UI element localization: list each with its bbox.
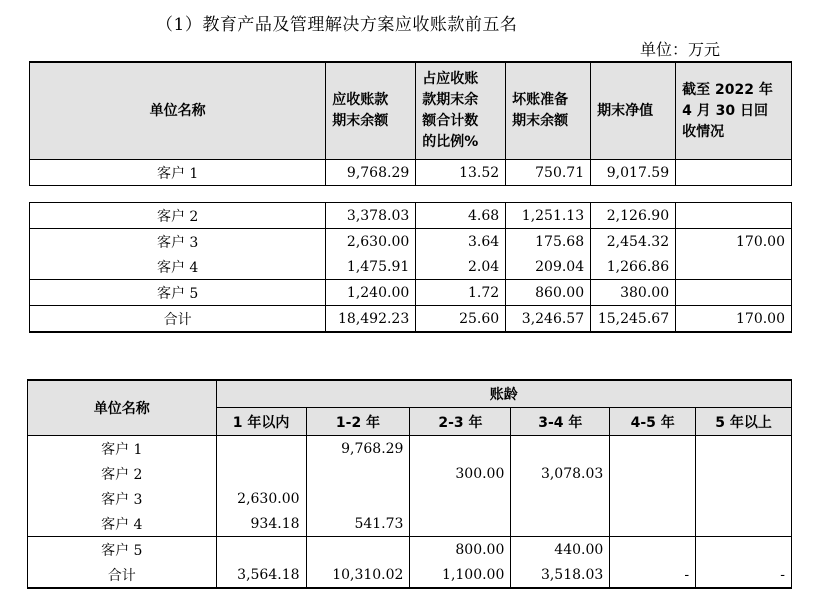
header-ratio [416,62,506,160]
table-row [28,436,792,462]
table-cell [676,254,792,280]
table-row [28,511,792,537]
table-cell: 3,078.03 [511,461,610,486]
header-aging: 账龄 [216,380,791,408]
table-cell: 800.00 [410,537,511,563]
table-cell: 541.73 [306,511,410,537]
table-cell: 13.52 [416,160,506,186]
table-header-row [28,380,792,408]
table-cell: 380.00 [591,280,676,306]
header-net-value: 期末净值 [591,62,676,160]
table-cell: 750.71 [506,160,591,186]
table-cell: 客户 4 [30,254,326,280]
table-cell: 170.00 [676,229,792,255]
table-cell [511,511,610,537]
table-cell: 5 年以上 [696,408,792,436]
table-cell [676,203,792,229]
table-cell: 2.04 [416,254,506,280]
table-cell: 客户 2 [30,203,326,229]
header-line: 截至 2022 年 [682,81,773,98]
total-row [30,306,792,333]
unit-label: 单位：万元 [640,40,721,59]
table-cell [676,160,792,186]
table-cell: 18,492.23 [326,306,416,333]
table-cell: 客户 2 [28,461,217,486]
table-cell: 4-5 年 [610,408,696,436]
table-cell [676,280,792,306]
table-cell: 客户 1 [30,160,326,186]
table-cell: 2,126.90 [591,203,676,229]
table-header-row [30,62,792,160]
section-title: （1）教育产品及管理解决方案应收账款前五名 [156,15,518,35]
table-cell: 客户 4 [28,511,217,537]
table-cell: 1,100.00 [410,562,511,588]
spacer-row [30,186,792,203]
header-line: 收情况 [682,123,725,140]
header-recovery [676,62,792,160]
table-cell: 1,266.86 [591,254,676,280]
header-line: 款期末余 [422,92,479,108]
table-row [30,160,792,186]
table-row [28,461,792,486]
table-row [28,486,792,511]
table-cell: 175.68 [506,229,591,255]
table-cell: 25.60 [416,306,506,333]
table-cell: 合计 [30,306,326,333]
table-cell: 2-3 年 [410,408,511,436]
header-receivable-balance [326,62,416,160]
table-cell: 440.00 [511,537,610,563]
table-cell: 3,246.57 [506,306,591,333]
total-row [28,562,792,588]
header-line: 坏账准备 [512,92,569,108]
table-cell [696,436,792,462]
table-cell: - [610,562,696,588]
table-cell [306,461,410,486]
table-cell: 3.64 [416,229,506,255]
table-cell [610,436,696,462]
table-cell [696,537,792,563]
table-cell: 客户 1 [28,436,217,462]
header-line: 额合计数 [422,113,479,129]
table-row [30,280,792,306]
table-cell [696,461,792,486]
header-bad-debt [506,62,591,160]
table-cell: 1 年以内 [216,408,306,436]
table-cell: 合计 [28,562,217,588]
table-cell [610,537,696,563]
table-cell [216,461,306,486]
table-row [30,203,792,229]
table-cell: 客户 5 [28,537,217,563]
table-cell: 10,310.02 [306,562,410,588]
table-cell: 3-4 年 [511,408,610,436]
table-cell: 2,454.32 [591,229,676,255]
table-cell: 9,768.29 [326,160,416,186]
header-line: 期末余额 [512,113,569,129]
table-cell: 1.72 [416,280,506,306]
table-cell [511,436,610,462]
header-unit-name: 单位名称 [30,62,326,160]
table-cell: 4.68 [416,203,506,229]
table-cell: 3,378.03 [326,203,416,229]
table-cell [410,511,511,537]
table-cell: 170.00 [676,306,792,333]
header-line: 应收账款 [332,92,389,108]
table-cell: 9,768.29 [306,436,410,462]
table-cell: 209.04 [506,254,591,280]
table-cell [216,436,306,462]
table-cell [306,486,410,511]
table-cell: 1,240.00 [326,280,416,306]
table-row [28,537,792,563]
table-cell: 934.18 [216,511,306,537]
table-row [30,229,792,255]
table-cell: 客户 3 [30,229,326,255]
table-row [30,254,792,280]
header-line: 期末余额 [332,113,389,129]
table-cell: 客户 3 [28,486,217,511]
table-cell [410,486,511,511]
table-cell: 客户 5 [30,280,326,306]
receivables-aging-table [27,379,792,589]
table-cell: 3,518.03 [511,562,610,588]
table-cell [696,511,792,537]
table-cell [610,511,696,537]
table-cell [610,486,696,511]
table-cell [696,486,792,511]
table-cell [216,537,306,563]
table-cell [410,436,511,462]
table-cell: 3,564.18 [216,562,306,588]
table-cell: 15,245.67 [591,306,676,333]
header-line: 的比例% [422,134,479,150]
table-cell [511,486,610,511]
receivables-top5-table [29,61,792,333]
table-cell: 1-2 年 [306,408,410,436]
table-cell: 860.00 [506,280,591,306]
table-cell: 2,630.00 [326,229,416,255]
header-line: 占应收账 [422,71,479,87]
table-cell [306,537,410,563]
table-cell [610,461,696,486]
table-cell: 2,630.00 [216,486,306,511]
table-cell: 300.00 [410,461,511,486]
table-cell: - [696,562,792,588]
header-unit-name: 单位名称 [28,380,217,436]
header-line: 4 月 30 日回 [682,102,768,119]
table-cell: 9,017.59 [591,160,676,186]
table-cell: 1,475.91 [326,254,416,280]
table-cell: 1,251.13 [506,203,591,229]
